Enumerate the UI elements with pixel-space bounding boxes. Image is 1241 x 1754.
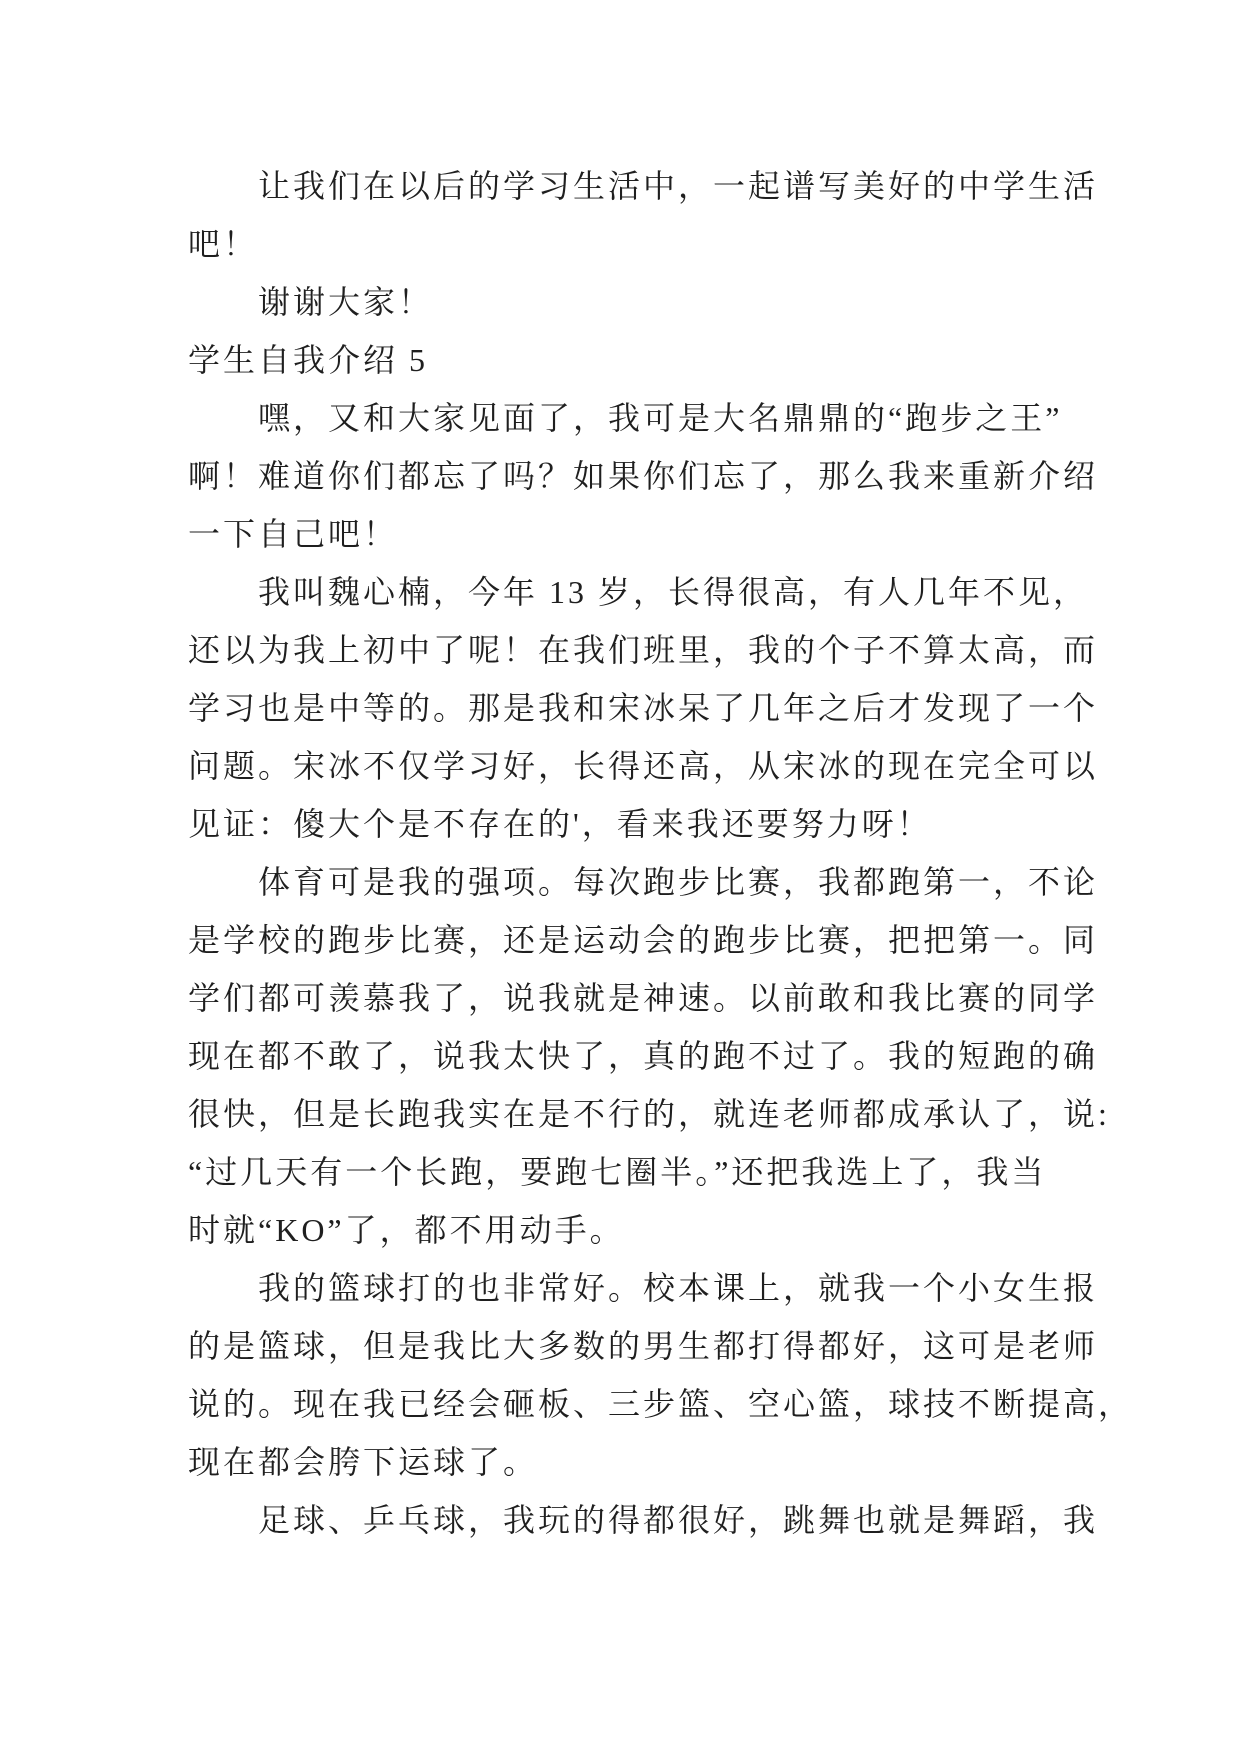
text-line: 学们都可羡慕我了，说我就是神速。以前敢和我比赛的同学: [188, 980, 1099, 1016]
text-line: 说的。现在我已经会砸板、三步篮、空心篮，球技不断提高，: [188, 1386, 1134, 1422]
text-line: 问题。宋冰不仅学习好，长得还高，从宋冰的现在完全可以: [188, 748, 1099, 784]
text-line: 谢谢大家！: [258, 284, 434, 320]
text-line: 嘿，又和大家见面了，我可是大名鼎鼎的“跑步之王”: [258, 400, 1063, 436]
text-line: 是学校的跑步比赛，还是运动会的跑步比赛，把把第一。同: [188, 922, 1099, 958]
section-heading: 学生自我介绍 5: [188, 342, 429, 378]
text-line: 的是篮球，但是我比大多数的男生都打得都好，这可是老师: [188, 1328, 1099, 1364]
text-line: 啊！难道你们都忘了吗？如果你们忘了，那么我来重新介绍: [188, 458, 1099, 494]
text-line: 很快，但是长跑我实在是不行的，就连老师都成承认了，说:: [188, 1096, 1110, 1132]
text-line: 还以为我上初中了呢！在我们班里，我的个子不算太高，而: [188, 632, 1099, 668]
text-line: 让我们在以后的学习生活中，一起谱写美好的中学生活: [258, 168, 1099, 204]
text-line: 时就“KO”了，都不用动手。: [188, 1212, 625, 1248]
text-line: 现在都会胯下运球了。: [188, 1444, 539, 1480]
text-line: “过几天有一个长跑，要跑七圈半。”还把我选上了，我当: [188, 1154, 1047, 1190]
text-line: 见证：傻大个是不存在的'，看来我还要努力呀！: [188, 806, 932, 842]
text-line: 我的篮球打的也非常好。校本课上，就我一个小女生报: [258, 1270, 1099, 1306]
text-line: 足球、乒乓球，我玩的得都很好，跳舞也就是舞蹈，我: [258, 1502, 1099, 1538]
text-line: 体育可是我的强项。每次跑步比赛，我都跑第一，不论: [258, 864, 1099, 900]
text-line: 现在都不敢了，说我太快了，真的跑不过了。我的短跑的确: [188, 1038, 1099, 1074]
document-body: [188, 157, 1134, 1549]
text-line: 吧！: [188, 226, 259, 262]
text-line: 一下自己吧！: [188, 516, 399, 552]
text-line: 学习也是中等的。那是我和宋冰呆了几年之后才发现了一个: [188, 690, 1099, 726]
text-line: 我叫魏心楠，今年 13 岁，长得很高，有人几年不见，: [258, 574, 1089, 610]
